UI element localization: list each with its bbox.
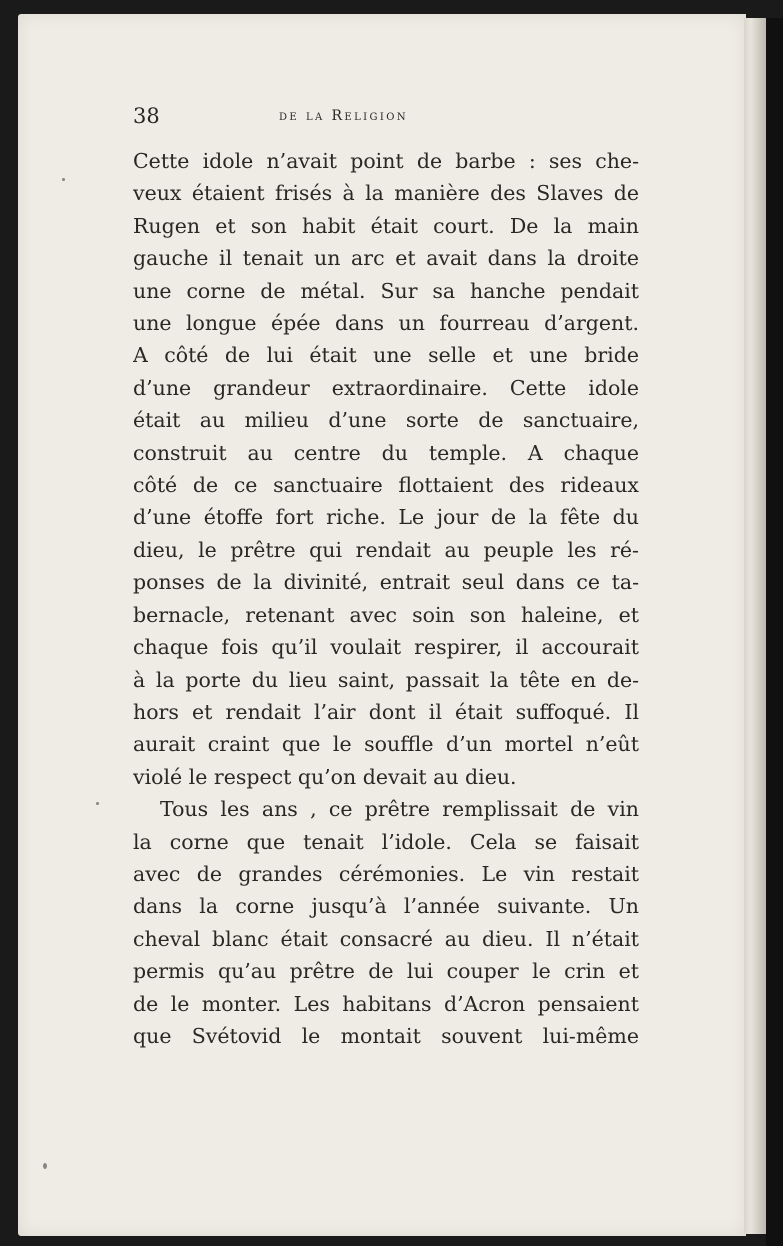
text-line: dans la corne jusqu’à l’année suivante. Un [133,894,639,919]
text-line-paragraph-end: violé le respect qu’on devait au dieu. [133,764,517,789]
text-line: était au milieu d’une sorte de sanctuaire, [133,408,639,433]
text-line: de le monter. Les habitans d’Acron pensaient [133,991,639,1016]
text-line: cheval blanc était consacré au dieu. Il n’était [133,926,639,951]
text-line: ponses de la divinité, entrait seul dans ce ta- [133,570,639,595]
page-header [133,104,643,134]
scan-border [766,18,783,1246]
text-line: d’une grandeur extraordinaire. Cette idole [133,375,639,400]
paper-speck [96,802,99,805]
text-line: que Svétovid le montait souvent lui-même [133,1023,639,1048]
text-line: permis qu’au prêtre de lui couper le crin et [133,959,639,984]
text-line: construit au centre du temple. A chaque [133,440,639,465]
paper-speck [62,178,65,181]
page-edge [744,18,766,1234]
text-line: dieu, le prêtre qui rendait au peuple les ré- [133,537,639,562]
text-line: une corne de métal. Sur sa hanche pendait [133,278,639,303]
text-line: chaque fois qu’il voulait respirer, il accourait [133,635,639,660]
text-line: A côté de lui était une selle et une bride [133,343,639,368]
text-line-paragraph-start: Tous les ans , ce prêtre remplissait de vin [160,797,639,822]
text-line: hors et rendait l’air dont il était suffoqué. Il [133,699,639,724]
text-line: côté de ce sanctuaire flottaient des rideaux [133,473,639,498]
text-line: veux étaient frisés à la manière des Slaves de [133,181,639,206]
body-text [133,145,639,1052]
text-line: à la porte du lieu saint, passait la tête en de- [133,667,639,692]
text-line: aurait craint que le souffle d’un mortel n’eût [133,732,639,757]
running-head: de la Religion [279,108,408,124]
text-line: d’une étoffe fort riche. Le jour de la fête du [133,505,639,530]
text-line: gauche il tenait un arc et avait dans la droite [133,246,639,271]
paper-speck [43,1163,47,1169]
text-line: bernacle, retenant avec soin son haleine, et [133,602,639,627]
text-line: Rugen et son habit était court. De la main [133,213,639,238]
page-number: 38 [133,104,160,128]
text-line: une longue épée dans un fourreau d’argent. [133,311,639,336]
text-line: avec de grandes cérémonies. Le vin restait [133,861,639,886]
text-line: Cette idole n’avait point de barbe : ses che- [133,149,639,173]
text-line: la corne que tenait l’idole. Cela se faisait [133,829,639,854]
